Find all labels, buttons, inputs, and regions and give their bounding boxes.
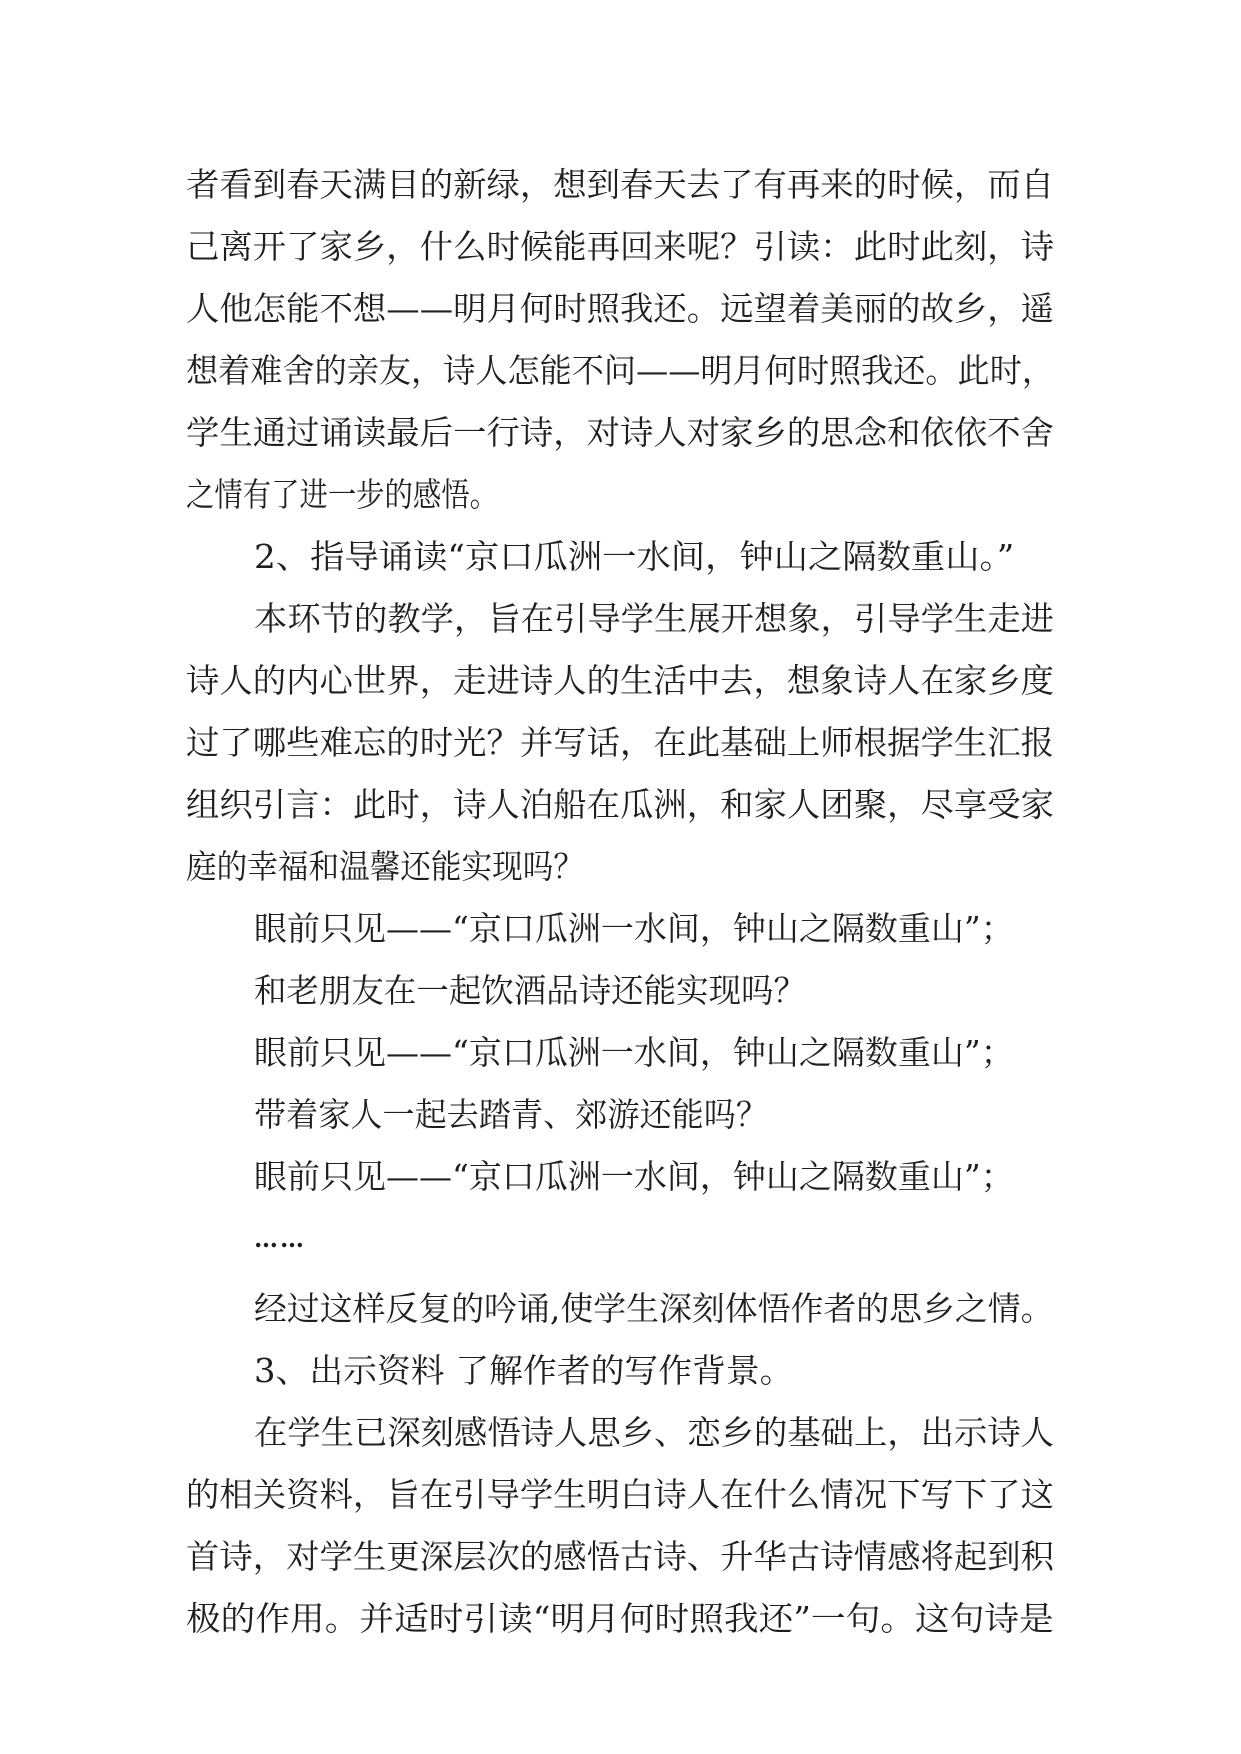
section-heading: 3、出示资料 了解作者的写作背景。 (254, 1351, 794, 1390)
text-line: 者看到春天满目的新绿，想到春天去了有再来的时候，而自 (186, 165, 1054, 204)
text-line: 诗人的内心世界，走进诗人的生活中去，想象诗人在家乡度 (186, 661, 1054, 700)
text-line: 首诗，对学生更深层次的感悟古诗、升华古诗情感将起到积 (186, 1537, 1054, 1576)
text-line: 眼前只见——“京口瓜洲一水间，钟山之隔数重山”； (254, 909, 1014, 948)
text-line: 学生通过诵读最后一行诗，对诗人对家乡的思念和依依不舍 (186, 413, 1054, 452)
text-line: 极的作用。并适时引读“明月何时照我还”一句。这句诗是 (186, 1599, 1054, 1638)
text-line: 和老朋友在一起饮酒品诗还能实现吗？ (254, 971, 806, 1010)
text-line: 过了哪些难忘的时光？并写话，在此基础上师根据学生汇报 (186, 723, 1054, 762)
ellipsis-line: …… (254, 1224, 306, 1253)
text-line: 本环节的教学，旨在引导学生展开想象，引导学生走进 (254, 599, 1054, 638)
text-line: 人他怎能不想——明月何时照我还。远望着美丽的故乡，遥 (186, 289, 1054, 328)
text-line: 经过这样反复的吟诵,使学生深刻体悟作者的思乡之情。 (254, 1289, 1054, 1328)
section-heading: 2、指导诵读“京口瓜洲一水间，钟山之隔数重山。” (254, 537, 1015, 576)
text-line: 庭的幸福和温馨还能实现吗？ (186, 847, 584, 886)
text-line: 己离开了家乡，什么时候能再回来呢？引读：此时此刻，诗 (186, 227, 1054, 266)
text-line: 组织引言：此时，诗人泊船在瓜洲，和家人团聚，尽享受家 (186, 785, 1054, 824)
text-line: 眼前只见——“京口瓜洲一水间，钟山之隔数重山”； (254, 1033, 1014, 1072)
text-line: 带着家人一起去踏青、郊游还能吗？ (254, 1095, 768, 1134)
text-line: 的相关资料，旨在引导学生明白诗人在什么情况下写下了这 (186, 1475, 1054, 1514)
text-line: 想着难舍的亲友，诗人怎能不问——明月何时照我还。此时， (186, 351, 1054, 390)
text-line: 之情有了进一步的感悟。 (186, 475, 498, 514)
text-line: 在学生已深刻感悟诗人思乡、恋乡的基础上，出示诗人 (254, 1413, 1054, 1452)
text-line: 眼前只见——“京口瓜洲一水间，钟山之隔数重山”； (254, 1157, 1014, 1196)
